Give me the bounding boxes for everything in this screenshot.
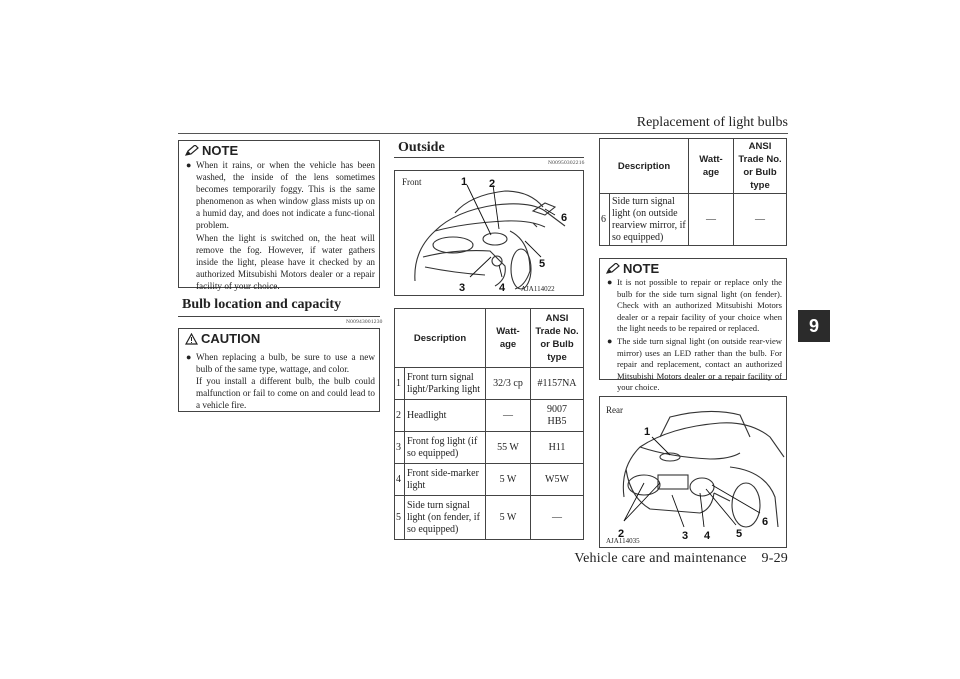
bullet-icon: ● <box>186 160 192 170</box>
note-body-right <box>606 277 782 395</box>
callout-2: 2 <box>618 528 625 540</box>
front-car-illustration <box>395 171 583 295</box>
callout-2: 2 <box>489 178 496 190</box>
callout-3: 3 <box>459 282 466 294</box>
note-body-left <box>185 159 375 293</box>
note-label-left: NOTE <box>185 143 238 158</box>
rear-car-illustration <box>600 397 786 547</box>
figure-label-front: Front <box>402 177 422 187</box>
section-code-left: N00943001230 <box>346 319 383 325</box>
figure-code-rear: AJA114035 <box>606 537 640 545</box>
callout-3: 3 <box>682 530 689 542</box>
table-header-row <box>395 309 584 368</box>
section-title-bulb-location: Bulb location and capacity <box>182 297 342 312</box>
header-rule <box>178 133 788 134</box>
note-item: ● When it rains, or when the vehicle has been washed, the inside of the lens sometimes becomes temporarily foggy. This is the same phenomenon as when window glass mists up on a humid day, and does not indicate a func-tional problem. When the light is switched on, the heat will remove the fog. However, if water gathers inside the light, please have it checked by an authorized Mitsubishi Motors dealer or a repair facility of your choice. <box>186 160 375 291</box>
section-rule-middle <box>394 157 584 158</box>
header-wattage: Watt- age <box>486 309 531 368</box>
pencil-icon <box>606 263 620 275</box>
callout-5: 5 <box>539 258 546 270</box>
header-ansi: ANSI Trade No. or Bulb type <box>734 139 787 194</box>
note-label-right: NOTE <box>606 261 659 276</box>
header-description: Description <box>395 309 486 368</box>
page-footer <box>574 551 788 567</box>
table-row: 2 Headlight — 9007 HB5 <box>395 400 584 432</box>
note-box-left <box>178 140 380 291</box>
pencil-icon <box>185 145 199 157</box>
callout-4: 4 <box>704 530 711 542</box>
header-ansi: ANSI Trade No. or Bulb type <box>531 309 584 368</box>
front-bulb-figure <box>394 170 584 296</box>
table-row: 4 Front side-marker light 5 W W5W <box>395 464 584 496</box>
caution-box <box>178 328 380 412</box>
table-row: 6 Side turn signal light (on outside rearview mirror, if so equipped) — — <box>600 194 787 246</box>
figure-label-rear: Rear <box>606 405 623 415</box>
caution-body <box>185 351 375 412</box>
table-row: 5 Side turn signal light (on fender, if so equipped) 5 W — <box>395 496 584 540</box>
section-title-outside: Outside <box>398 140 445 155</box>
table-row: 3 Front fog light (if so equipped) 55 W H11 <box>395 432 584 464</box>
table-header-row <box>600 139 787 194</box>
section-code-middle: N00950302216 <box>548 160 585 166</box>
table-row: 1 Front turn signal light/Parking light 32/3 cp #1157NA <box>395 368 584 400</box>
bullet-icon: ● <box>607 335 613 346</box>
bullet-icon: ● <box>186 352 192 362</box>
note-box-right <box>599 258 787 393</box>
footer-section: Vehicle care and maintenance <box>574 551 747 566</box>
caution-item: ● When replacing a bulb, be sure to use a new bulb of the same type, wattage, and color. If you install a different bulb, the bulb could malfunction or fail to come on and could lead to a vehicle fire. <box>186 352 375 411</box>
footer-page-number: 9-29 <box>761 551 788 566</box>
bullet-icon: ● <box>607 277 613 287</box>
callout-6: 6 <box>561 212 568 224</box>
callout-4: 4 <box>499 282 506 294</box>
warning-triangle-icon <box>185 333 198 345</box>
caution-label: CAUTION <box>185 331 260 346</box>
section-rule-left <box>178 316 380 317</box>
callout-1: 1 <box>461 176 468 188</box>
callout-1: 1 <box>644 426 651 438</box>
header-description: Description <box>600 139 689 194</box>
note-item: ● It is not possible to repair or replace only the bulb for the side turn signal light (on fender). Check with an authorized Mitsubishi Motors dealer or a repair facility of your choice when the light needs to be repaired or replaced. <box>607 277 782 334</box>
bulb-table-rear <box>599 138 787 246</box>
header-wattage: Watt- age <box>689 139 734 194</box>
bulb-table-front <box>394 308 584 540</box>
note-item: ● The side turn signal light (on outside rear-view mirror) uses an LED rather than the bulb. For repair and replacement, contact an authorized Mitsubishi Motors dealer or a repair facility of your choice. <box>607 335 782 393</box>
page-header-title: Replacement of light bulbs <box>636 115 788 130</box>
rear-bulb-figure <box>599 396 787 548</box>
chapter-tab: 9 <box>798 310 830 342</box>
callout-6: 6 <box>762 516 769 528</box>
callout-5: 5 <box>736 528 743 540</box>
figure-code-front: AJA114022 <box>521 285 555 293</box>
